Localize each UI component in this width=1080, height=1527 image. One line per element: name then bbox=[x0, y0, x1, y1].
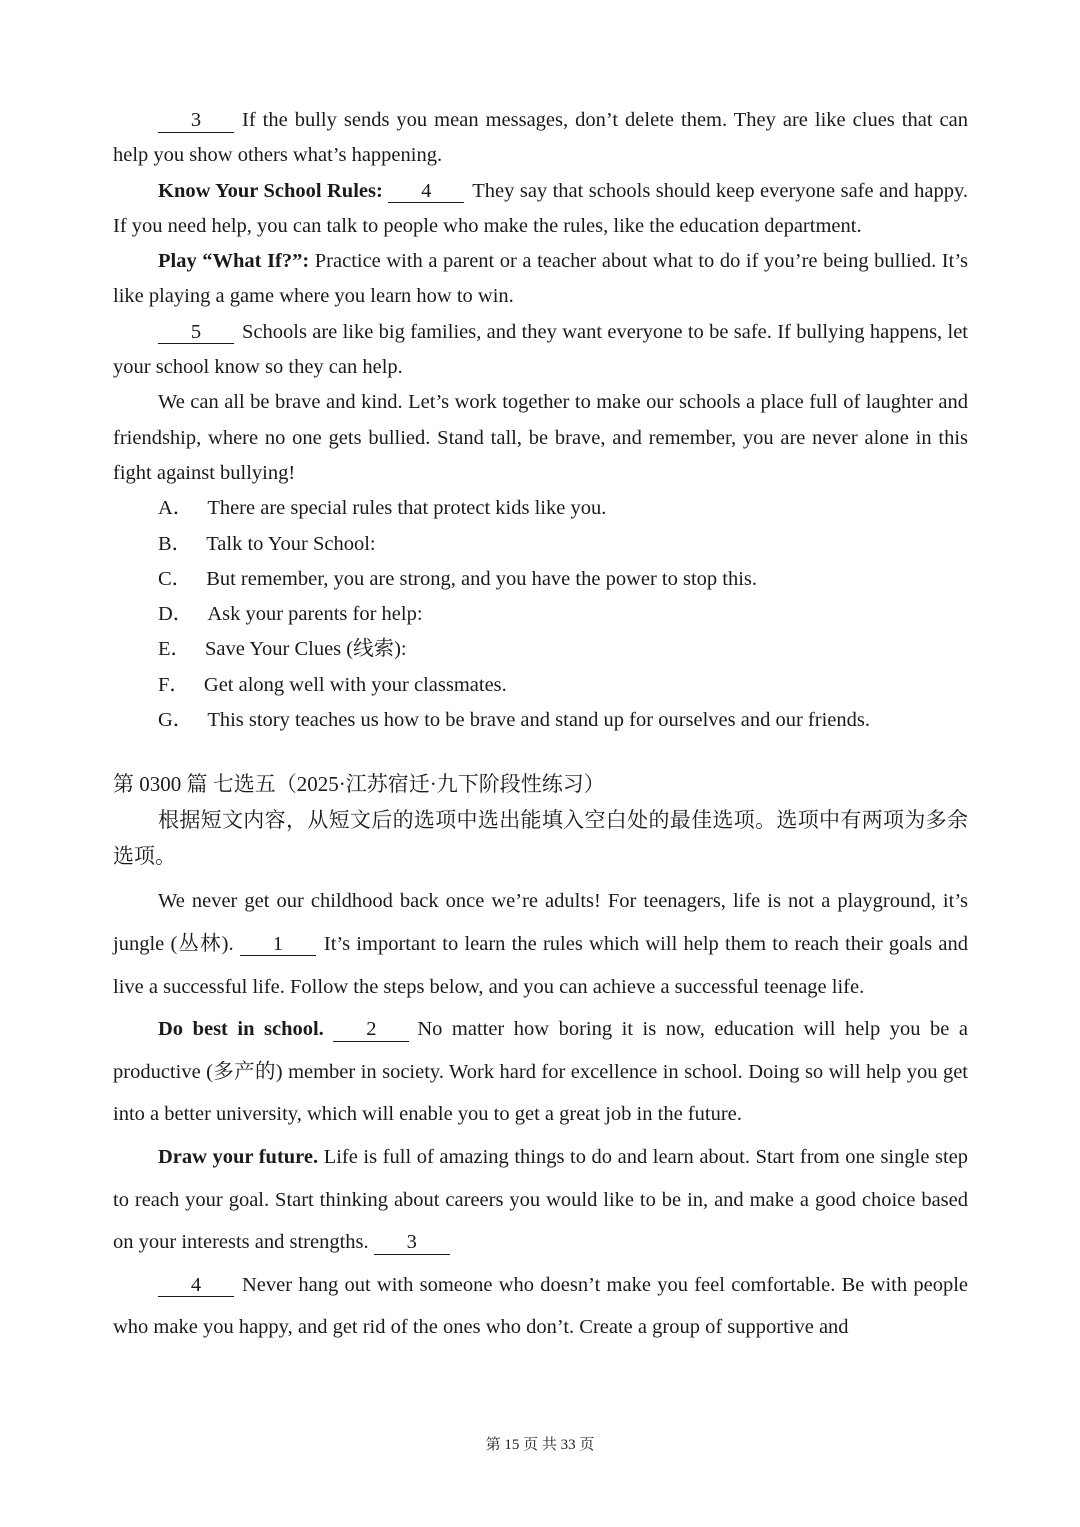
paragraph-text: It’s important to learn the rules which will help them to reach their goals and live a successful life. Follow the steps below, and you can achieve a successful teenage life. bbox=[113, 932, 969, 998]
bold-lead: Play “What If?”: bbox=[158, 250, 310, 273]
instructions: 根据短文内容，从短文后的选项中选出能填入空白处的最佳选项。选项中有两项为多余选项。 bbox=[113, 808, 968, 869]
option-text: Talk to Your School: bbox=[206, 532, 376, 555]
answer-blank-4: 4 bbox=[158, 1275, 234, 1298]
answer-blank-3: 3 bbox=[374, 1232, 450, 1255]
bold-lead: Draw your future. bbox=[158, 1145, 319, 1168]
option-letter: E． bbox=[158, 638, 192, 661]
option-text: This story teaches us how to be brave and stand up for ourselves and our friends. bbox=[207, 709, 870, 732]
option-d bbox=[113, 597, 968, 632]
page-content bbox=[113, 103, 968, 1349]
option-g bbox=[113, 703, 968, 738]
paragraph-text: They say that schools should keep everyone safe and happy. If you need help, you can talk to people who make the rules, like the education department. bbox=[113, 179, 968, 237]
answer-blank-5: 5 bbox=[158, 322, 234, 345]
answer-blank-1: 1 bbox=[240, 934, 316, 957]
paragraph-text: Practice with a parent or a teacher about what to do if you’re being bullied. It’s like playing a game where you learn how to win. bbox=[113, 250, 968, 308]
option-letter: A． bbox=[158, 497, 194, 520]
option-letter: F． bbox=[158, 673, 190, 696]
paragraph-text: We never get our childhood back once we’re adults! For teenagers, life is not a playground, it’s jungle (丛林). bbox=[113, 890, 968, 955]
option-text: Ask your parents for help: bbox=[207, 603, 423, 626]
option-e bbox=[113, 632, 968, 667]
passage-one-paragraph-1 bbox=[113, 103, 968, 174]
passage-two-paragraph-4 bbox=[113, 1264, 968, 1349]
option-a bbox=[113, 491, 968, 526]
page-footer: 第 15 页 共 33 页 bbox=[485, 1437, 595, 1453]
option-letter: D． bbox=[158, 603, 194, 626]
passage-two-paragraph-1 bbox=[113, 880, 968, 1008]
answer-blank-2: 2 bbox=[333, 1019, 409, 1042]
option-c bbox=[113, 562, 968, 597]
option-list bbox=[113, 491, 968, 738]
passage-two bbox=[113, 880, 968, 1349]
passage-one-paragraph-3 bbox=[113, 244, 968, 315]
passage-two-paragraph-3 bbox=[113, 1136, 968, 1264]
option-text: There are special rules that protect kids like you. bbox=[207, 497, 607, 520]
paragraph-text: No matter how boring it is now, education will help you be a productive (多产的) member in society. Work hard for excellence in school. Doing so will help you get into a better university, which will enable you to get a great job in the future. bbox=[113, 1018, 968, 1126]
bold-lead: Know Your School Rules: bbox=[158, 179, 383, 202]
answer-blank-3: 3 bbox=[158, 110, 234, 133]
paragraph-text: If the bully sends you mean messages, don’t delete them. They are like clues that can help you show others what’s happening. bbox=[113, 109, 968, 167]
paragraph-text: We can all be brave and kind. Let’s work together to make our schools a place full of laughter and friendship, where no one gets bullied. Stand tall, be brave, and remember, you are never alone in this fight against bullying! bbox=[113, 391, 968, 484]
passage-one-paragraph-5 bbox=[113, 385, 968, 491]
answer-blank-4: 4 bbox=[388, 181, 464, 204]
option-f bbox=[113, 668, 968, 703]
passage-one-paragraph-4 bbox=[113, 315, 968, 386]
passage-one bbox=[113, 103, 968, 738]
option-letter: B． bbox=[158, 532, 193, 555]
passage-two-paragraph-2 bbox=[113, 1008, 968, 1136]
option-b bbox=[113, 527, 968, 562]
paragraph-text: Never hang out with someone who doesn’t make you feel comfortable. Be with people who make you happy, and get rid of the ones who don’t. Create a group of supportive and bbox=[113, 1273, 968, 1339]
option-text: Get along well with your classmates. bbox=[203, 673, 507, 696]
option-text: Save Your Clues (线索): bbox=[205, 638, 407, 661]
option-text: But remember, you are strong, and you have the power to stop this. bbox=[206, 567, 758, 590]
section-heading: 第 0300 篇 七选五（2025·江苏宿迁·九下阶段性练习） bbox=[113, 772, 605, 797]
paragraph-text: Schools are like big families, and they want everyone to be safe. If bullying happens, let your school know so they can help. bbox=[113, 320, 968, 379]
passage-one-paragraph-2 bbox=[113, 174, 968, 245]
option-letter: G． bbox=[158, 709, 194, 732]
paragraph-text: Life is full of amazing things to do and learn about. Start from one single step to reach your goal. Start thinking about careers you would like to be in, and make a good choice based on your interests and strengths. bbox=[113, 1145, 969, 1254]
option-letter: C． bbox=[158, 567, 193, 590]
bold-lead: Do best in school. bbox=[158, 1018, 324, 1041]
